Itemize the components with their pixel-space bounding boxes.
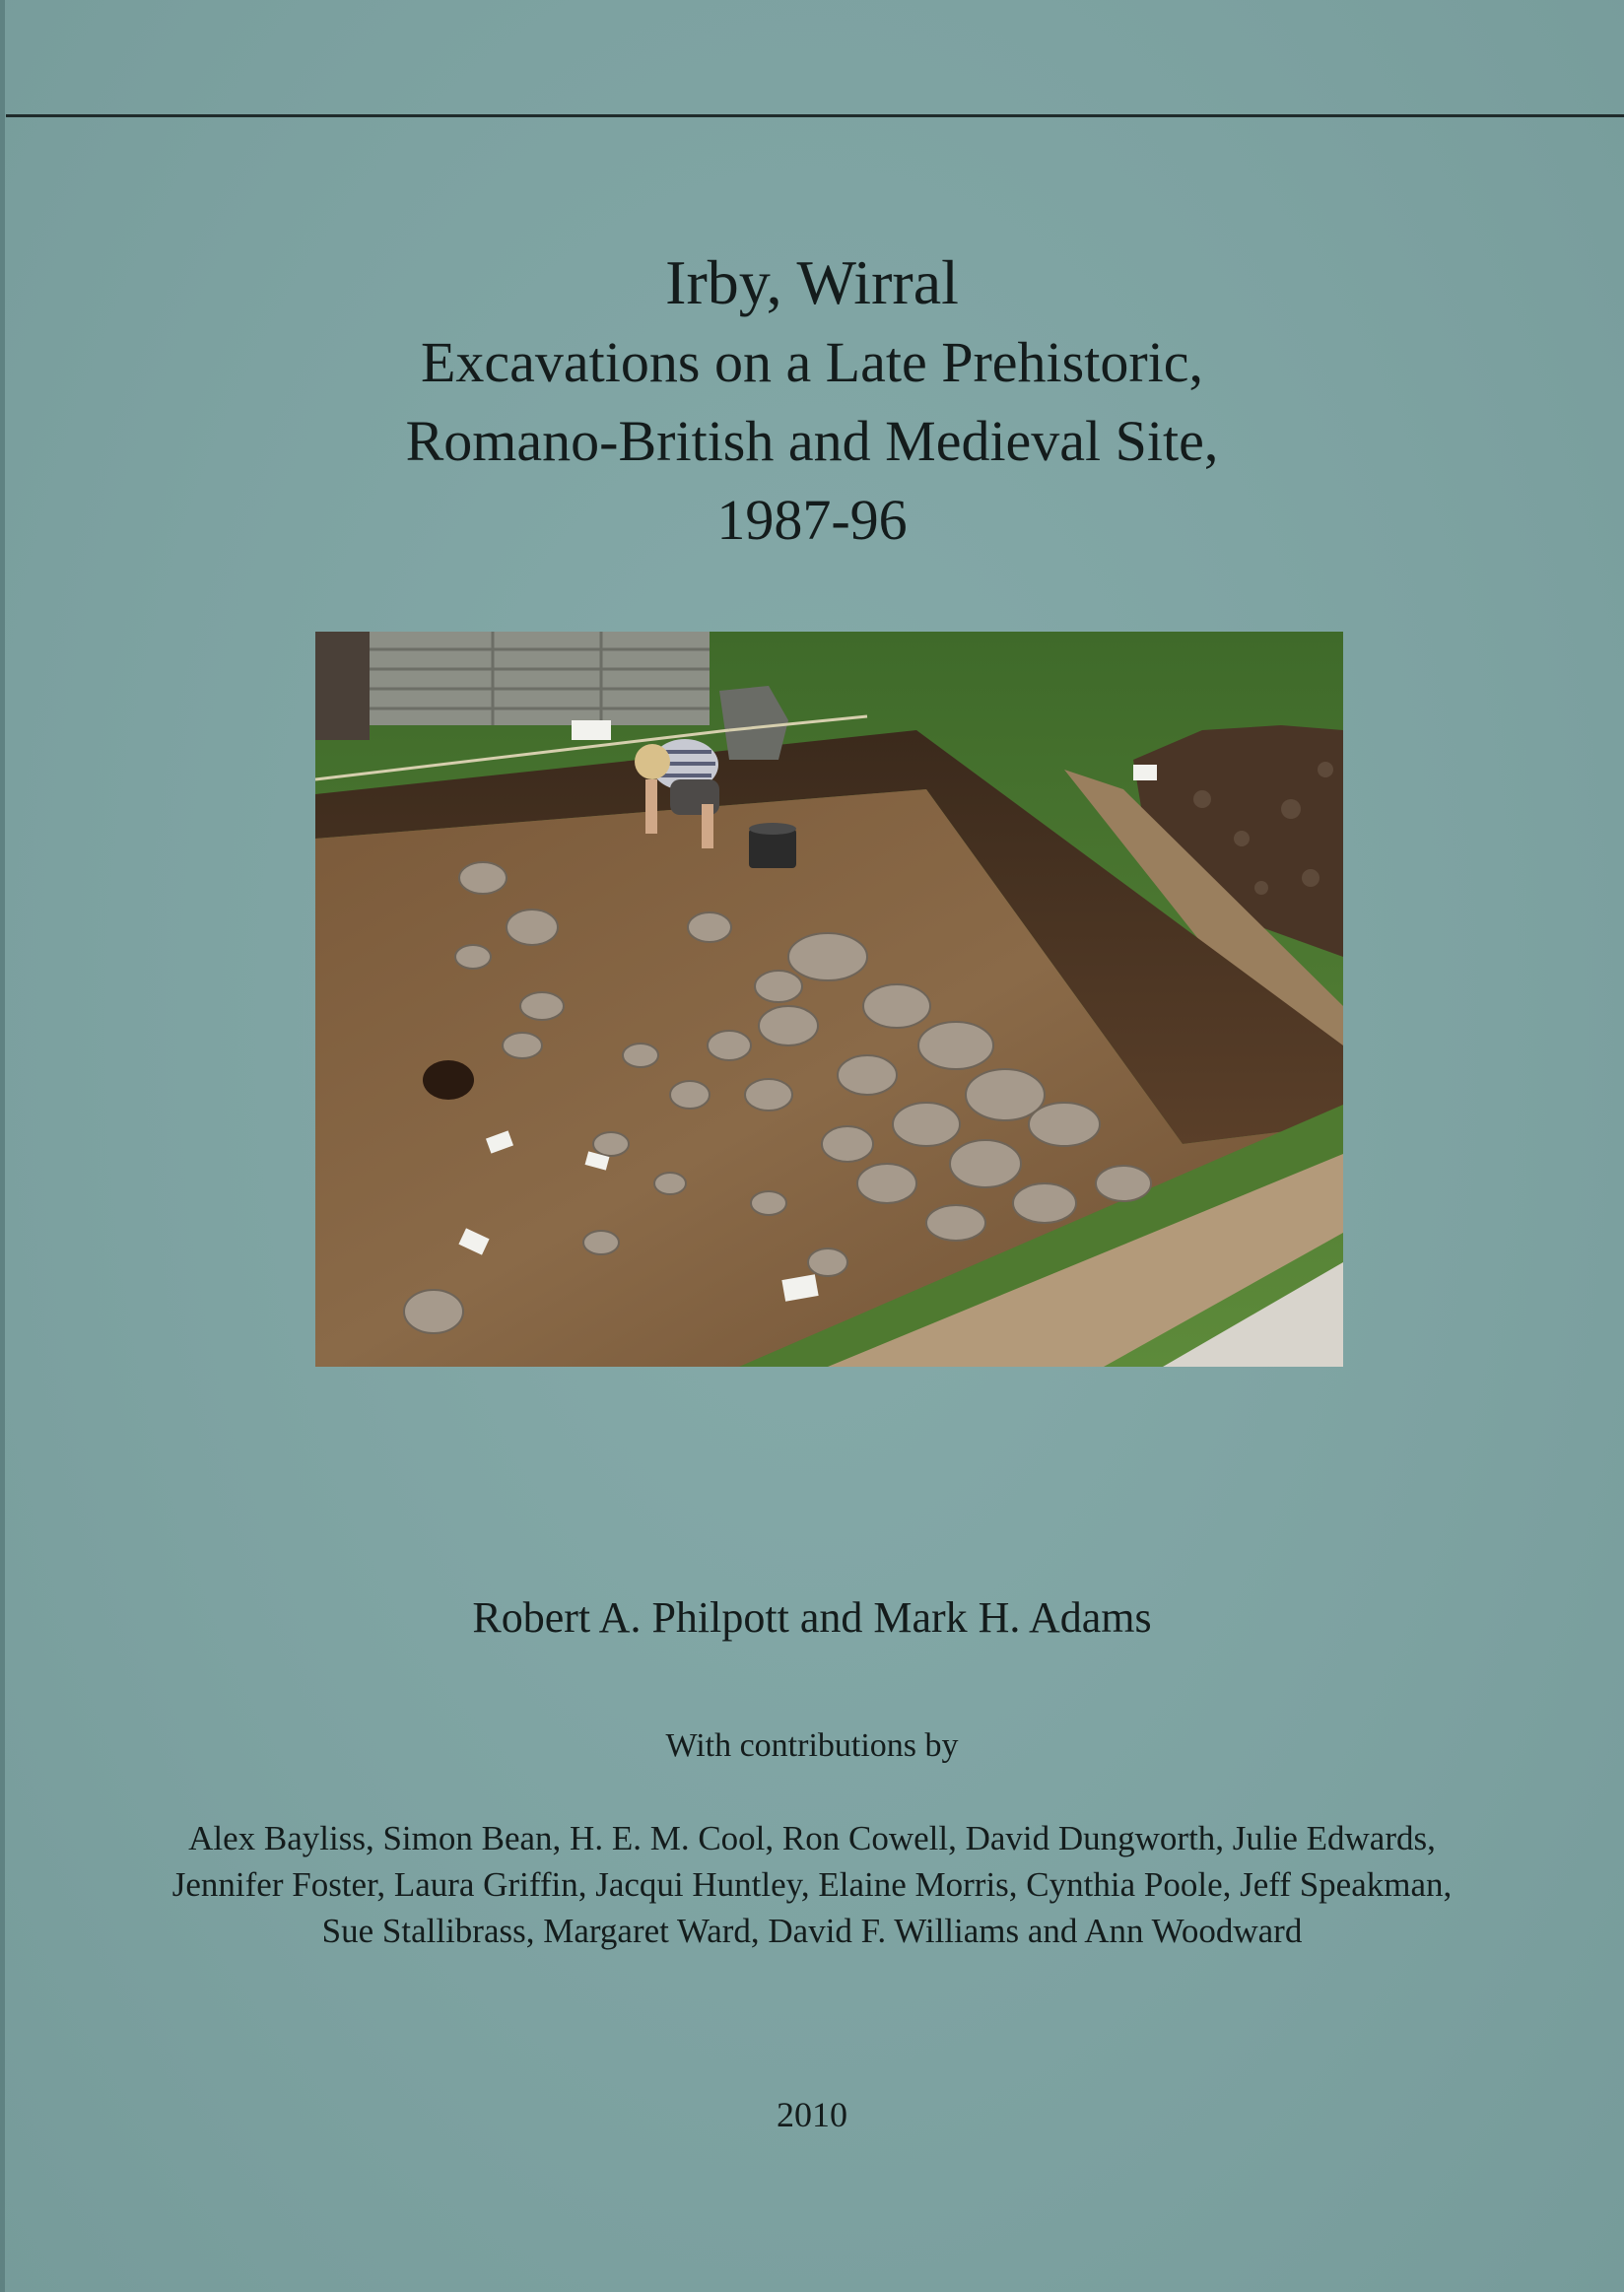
top-rule-divider — [6, 114, 1624, 117]
contributors-line-2: Jennifer Foster, Laura Griffin, Jacqui Huntley, Elaine Morris, Cynthia Poole, Jeff Speakman, — [171, 1865, 1453, 1904]
contributions-label: With contributions by — [665, 1727, 959, 1764]
title-line-1: Excavations on a Late Prehistoric, — [420, 330, 1204, 394]
authors: Robert A. Philpott and Mark H. Adams — [472, 1593, 1152, 1642]
title-main: Irby, Wirral — [665, 247, 959, 317]
title-line-2: Romano-British and Medieval Site, — [405, 409, 1219, 473]
title-block — [0, 242, 1624, 560]
title-line-3: 1987-96 — [716, 488, 908, 552]
excavation-photo-image — [315, 632, 1343, 1367]
excavation-photo — [315, 632, 1343, 1367]
contributors-line-1: Alex Bayliss, Simon Bean, H. E. M. Cool, Ron Cowell, David Dungworth, Julie Edwards, — [188, 1819, 1436, 1857]
contributors-line-3: Sue Stallibrass, Margaret Ward, David F. Williams and Ann Woodward — [321, 1912, 1303, 1950]
publication-year: 2010 — [777, 2095, 847, 2134]
contributors-list — [0, 1815, 1624, 1954]
